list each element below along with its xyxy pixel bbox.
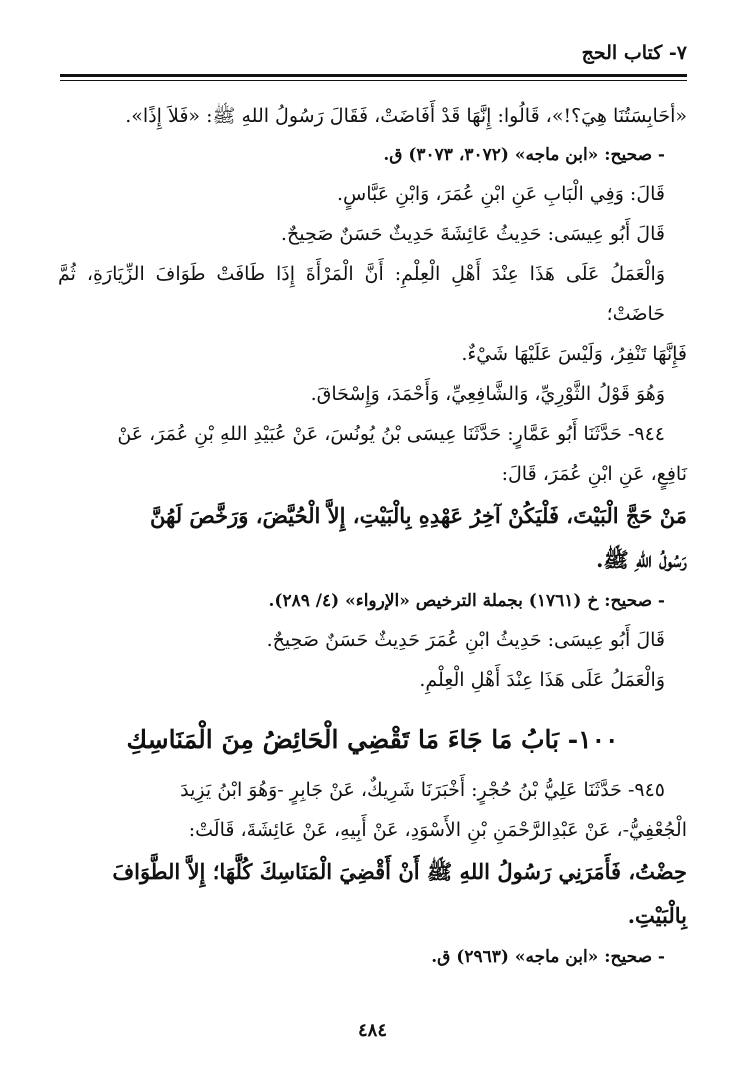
hadith-matn: حِضْتُ، فَأَمَرَنِي رَسُولُ اللهِ ﷺ أَنْ أَقْضِيَ الْمَنَاسِكَ كُلَّهَا؛ إِلاَّ الطَّوَافَ bbox=[112, 859, 687, 884]
page-body bbox=[58, 96, 687, 976]
hadith-matn: بِالْبَيْتِ. bbox=[627, 903, 687, 928]
hadith-isnad: ٩٤٥- حَدَّثَنَا عَلِيُّ بْنُ حُجْرٍ: أَخْبَرَنَا شَرِيكٌ، عَنْ جَابِرٍ -وَهُوَ ابْنُ يَزِيدَ bbox=[180, 779, 665, 801]
text-line: وَالْعَمَلُ عَلَى هَذَا عِنْدَ أَهْلِ الْعِلْمِ: أَنَّ الْمَرْأَةَ إِذَا طَافَتْ طَوَافَ الزِّيَارَةِ، ثُمَّ حَاضَتْ؛ bbox=[58, 263, 665, 325]
text-line: قَالَ أَبُو عِيسَى: حَدِيثُ عَائِشَةَ حَدِيثٌ حَسَنٌ صَحِيحٌ. bbox=[280, 223, 665, 245]
hadith-isnad: ٩٤٤- حَدَّثَنَا أَبُو عَمَّارٍ: حَدَّثَنَا عِيسَى بْنُ يُونُسَ، عَنْ عُبَيْدِ اللهِ بْنِ عُمَرَ، عَنْ bbox=[117, 423, 665, 445]
text-line: وَهُوَ قَوْلُ الثَّوْرِيِّ، وَالشَّافِعِيِّ، وَأَحْمَدَ، وَإِسْحَاقَ. bbox=[310, 383, 665, 405]
text-line: «أحَابِسَتُنَا هِيَ؟!»، قَالُوا: إِنَّهَا قَدْ أَفَاضَتْ، فَقَالَ رَسُولُ اللهِ ﷺ: «فَلاَ إِذًا». bbox=[125, 105, 687, 127]
takhrij-line: - صحيح: «ابن ماجه» (٢٩٦٣) ق. bbox=[431, 947, 665, 967]
running-title: ٧- كتاب الحج bbox=[581, 42, 687, 64]
text-line: قَالَ: وَفِي الْبَابِ عَنِ ابْنِ عُمَرَ، وَابْنِ عَبَّاسٍ. bbox=[337, 183, 665, 205]
hadith-isnad: نَافِعٍ، عَنِ ابْنِ عُمَرَ، قَالَ: bbox=[501, 463, 687, 485]
text-line: فَإِنَّهَا تَنْفِرُ، وَلَيْسَ عَلَيْهَا شَيْءٌ. bbox=[461, 343, 687, 365]
chapter-title: ١٠٠- بَابُ مَا جَاءَ مَا تَقْضِي الْحَائِضُ مِنَ الْمَنَاسِكِ bbox=[126, 725, 619, 754]
page-header bbox=[60, 34, 687, 77]
takhrij-line: - صحيح: خ (١٧٦١) بجملة الترخيص «الإرواء» (٤/ ٢٨٩). bbox=[268, 591, 665, 611]
hadith-matn: مَنْ حَجَّ الْبَيْتَ، فَلْيَكُنْ آخِرُ عَهْدِهِ بِالْبَيْتِ، إِلاَّ الْحُيَّضَ، وَرَخَّصَ لَهُنَّ bbox=[150, 503, 687, 528]
page-number: ٤٨٤ bbox=[357, 1020, 387, 1041]
text-line: قَالَ أَبُو عِيسَى: حَدِيثُ ابْنِ عُمَرَ حَدِيثٌ حَسَنٌ صَحِيحٌ. bbox=[266, 629, 665, 651]
text-line: وَالْعَمَلُ عَلَى هَذَا عِنْدَ أَهْلِ الْعِلْمِ. bbox=[419, 669, 665, 691]
hadith-isnad: الْجُعْفِيُّ-، عَنْ عَبْدِالرَّحْمَنِ بْنِ الأَسْوَدِ، عَنْ أَبِيهِ، عَنْ عَائِشَةَ، قَالَتْ: bbox=[188, 819, 687, 841]
takhrij-line: - صحيح: «ابن ماجه» (٣٠٧٢، ٣٠٧٣) ق. bbox=[383, 145, 665, 165]
hadith-matn: رَسُولُ اللهِ ﷺ. bbox=[596, 547, 687, 572]
